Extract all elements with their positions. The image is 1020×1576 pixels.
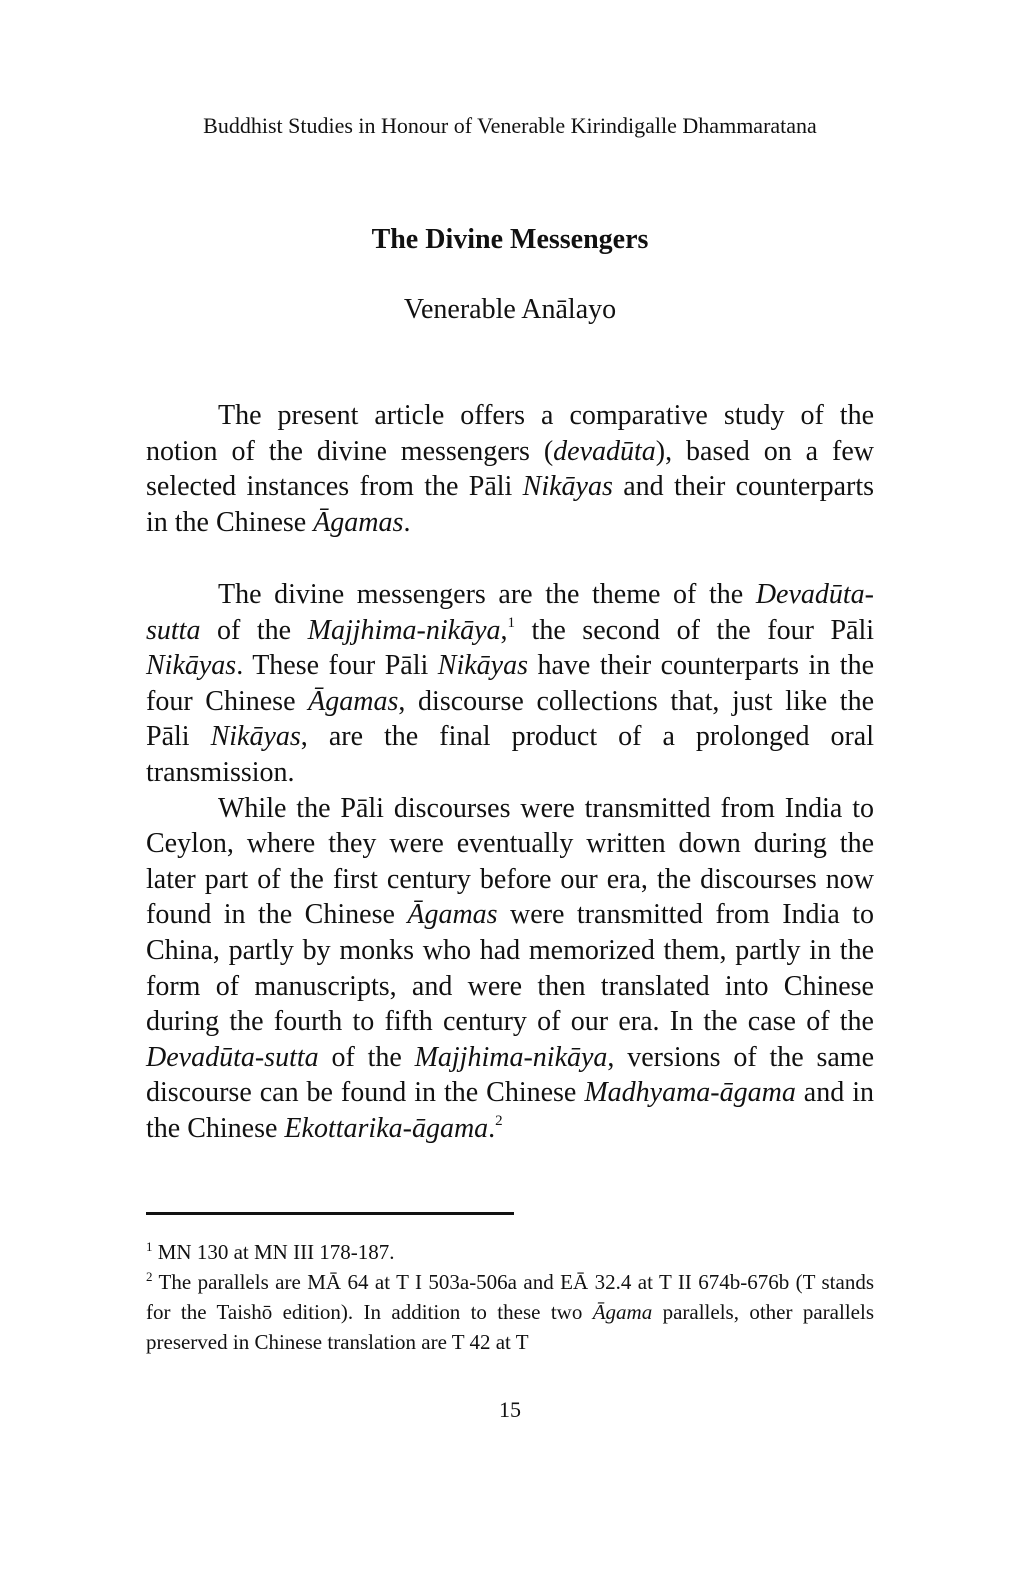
paragraph-transmission: While the Pāli discourses were transmitted from India to Ceylon, where they were eventually written down during the later part of the first century before our era, the discourses now found in the Chinese Āgamas were transmitted from India to China, partly by monks who had memorized them, partly in the form of manuscripts, and were then translated into Chinese during the fourth to fifth century of our era. In the case of the Devadūta-sutta of the Majjhima-nikāya, versions of the same discourse can be found in the Chinese Madhyama-āgama and in the Chinese Ekottarika-āgama.$^2$ <box>146 792 875 1144</box>
article-title: The Divine Messengers <box>371 224 649 255</box>
footnote-ref-1[interactable]: 1 <box>507 614 515 631</box>
main-text-block <box>146 577 874 1147</box>
footnote-ref-2[interactable]: 2 <box>495 1112 503 1129</box>
paragraph-devaduta-sutta: The divine messengers are the theme of the Devadūta-sutta of the Majjhima-nikāya,$^1$ the second of the four Pāli Nikāyas. These four Pāli Nikāyas have their counterparts in the four Chinese Āgamas, discourse collections that, just like the Pāli Nikāyas, are the final product of a prolonged oral transmission. <box>146 579 875 788</box>
footnote-1: $^1$ MN 130 at MN III 178-187. <box>146 1239 395 1264</box>
intro-block <box>146 398 874 540</box>
page-number: 15 <box>499 1397 521 1422</box>
running-header: Buddhist Studies in Honour of Venerable Kirindigalle Dhammaratana <box>203 113 817 138</box>
footnotes <box>146 1237 874 1357</box>
paragraph-intro: The present article offers a comparative study of the notion of the divine messengers (devadūta), based on a few selected instances from the Pāli Nikāyas and their counterparts in the Chinese Āgamas. <box>146 400 874 538</box>
footnote-separator <box>146 1212 514 1215</box>
article-author: Venerable Anālayo <box>403 294 617 325</box>
footnote-2: $^2$ The parallels are MĀ 64 at T I 503a-506a and EĀ 32.4 at T II 674b-676b (T stands for the Taishō edition). In addition to these two Āgama parallels, other parallels preserved in Chinese translation are T 42 at T <box>146 1269 874 1354</box>
